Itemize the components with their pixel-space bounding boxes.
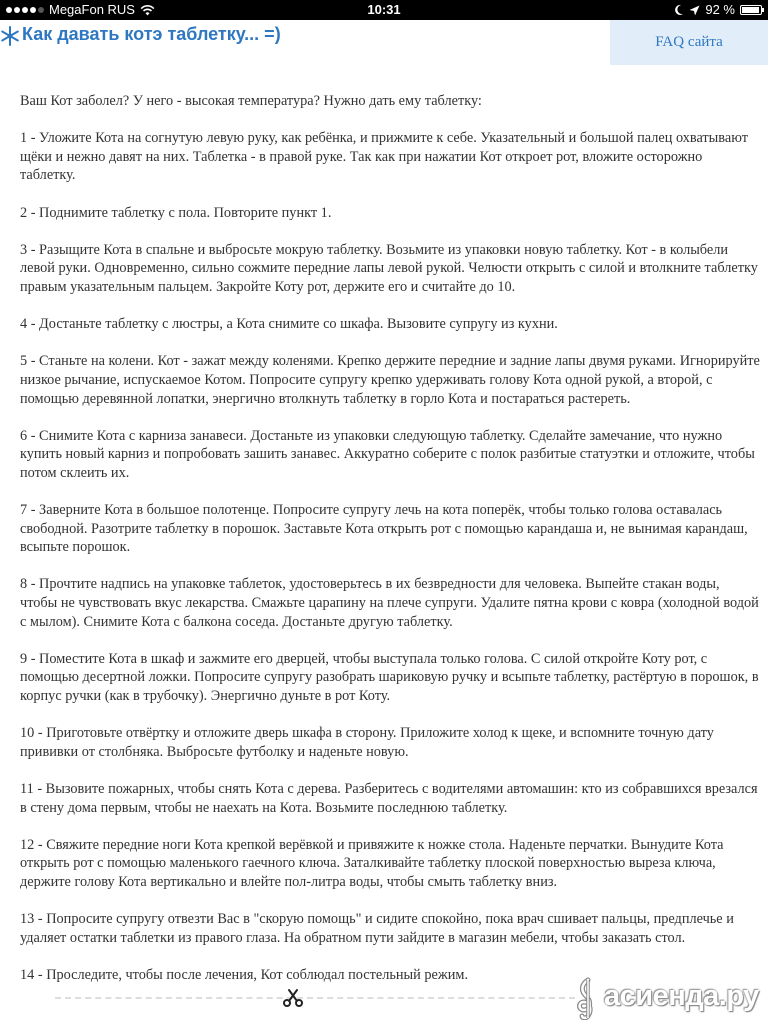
article-step: 1 - Уложите Кота на согнутую левую руку, как ребёнка, и прижмите к себе. Указательный и большой палец охватывают щёки и нежно давят на них. Таблетка - в правой руке. Так как при нажатии Кот откроет рот, вложите осторожно таблетку. (20, 130, 748, 184)
article-step: 14 - Проследите, чтобы после лечения, Кот соблюдал постельный режим. (20, 966, 469, 983)
battery-fill (742, 7, 759, 13)
treble-clef-icon (572, 976, 602, 1020)
status-bar (0, 0, 768, 20)
carrier-name: MegaFon RUS (49, 2, 135, 17)
article-step: 6 - Снимите Кота с карниза занавеси. Достаньте из упаковки следующую таблетку. Сделайте замечание, что нужно купить новый карниз и попробовать зашить занавес. Аккуратно соберите с полок разбитые статуэтки и отложите, чтобы потом склеить их. (20, 427, 755, 481)
battery-percent: 92 % (705, 2, 735, 17)
article-step: 13 - Попросите супругу отвезти Вас в "скорую помощь" и сидите спокойно, пока врач сшивает пальцы, предплечье и удаляет остатки таблетки из правого глаза. На обратном пути зайдите в магазин мебели, чтобы заказать стол. (20, 911, 734, 946)
watermark-text: асиенда.ру (604, 980, 759, 1012)
watermark (572, 976, 762, 1020)
article-step: 12 - Свяжите передние ноги Кота крепкой верёвкой и привяжите к ножке стола. Наденьте перчатки. Вынудите Кота открыть рот с помощью маленького гаечного ключа. Заталкивайте таблетку плоской поверхностью выреза ключа, держите голову Кота вертикально и влейте пол-литра воды, чтобы смыть таблетку вниз. (20, 836, 724, 890)
article-step: 2 - Поднимите таблетку с пола. Повторите пункт 1. (20, 204, 332, 221)
page-title: Как давать котэ таблетку... =) (22, 24, 281, 44)
page-header (0, 20, 768, 66)
location-arrow-icon (689, 5, 700, 16)
article-step: 9 - Поместите Кота в шкаф и зажмите его дверцей, чтобы выступала только голова. С силой откройте Коту рот, с помощью десертной ложки. Попросите супругу разобрать шариковую ручку и всыпьте таблетку, растёртую в порошок, в корпус ручки (как в трубочку). Энергично дуньте в рот Коту. (20, 650, 759, 704)
article-step: 8 - Прочтите надпись на упаковке таблеток, удостоверьтесь в их безвредности для человека. Выпейте стакан воды, чтобы не чувствовать вкус лекарства. Смажьте царапину на плече супруги. Удалите пятна крови с ковра (холодной водой с мылом). Снимите Кота с балкона соседа. Достаньте другую таблетку. (20, 576, 759, 630)
status-right (674, 0, 762, 20)
battery-icon (740, 5, 762, 15)
article-step: 4 - Достаньте таблетку с люстры, а Кота снимите со шкафа. Вызовите супругу из кухни. (20, 316, 558, 333)
snowflake-icon (0, 26, 20, 46)
footer-divider (55, 997, 575, 999)
article-step: 11 - Вызовите пожарных, чтобы снять Кота с дерева. Разберитесь с водителями автомашин: кто из собравшихся врезался в стену дома первым, чтобы не наехать на Кота. Возьмите последнюю таблетку. (20, 780, 758, 816)
article-step: 5 - Станьте на колени. Кот - зажат между коленями. Крепко держите передние и задние лапы двумя руками. Игнорируйте низкое рычание, испускаемое Котом. Попросите супругу крепко удерживать голову Кота одной рукой, а второй, с помощью деревянной лопатки, энергично втолкнуть таблетку в горло Кота и постараться растереть. (20, 353, 760, 407)
article-body (20, 92, 760, 1003)
article-step: 7 - Заверните Кота в большое полотенце. Попросите супругу лечь на кота поперёк, чтобы только голова оставалась свободной. Разотрите таблетку в порошок. Заставьте Кота открыть рот с помощью карандаша и, не вынимая карандаш, всыпьте порошок. (20, 502, 748, 556)
faq-button[interactable]: FAQ сайта (610, 20, 768, 65)
article-intro: Ваш Кот заболел? У него - высокая температура? Нужно дать ему таблетку: (20, 93, 482, 109)
scissors-icon (282, 987, 304, 1009)
article-step: 3 - Разыщите Кота в спальне и выбросьте мокрую таблетку. Возьмите из упаковки новую таблетку. Кот - в колыбели левой руки. Одновременно, сильно сожмите передние лапы левой рукой. Челюсти открыть с силой и втолкните таблетку правым указательным пальцем. Закройте Коту рот, держите его и считайте до 10. (20, 241, 758, 295)
moon-icon (674, 4, 684, 16)
status-time: 10:31 (367, 2, 401, 17)
article-step: 10 - Приготовьте отвёртку и отложите дверь шкафа в сторону. Приложите холод к щеке, и вспомните точную дату прививки от столбняка. Выбросьте футболку и наденьте новую. (20, 725, 714, 760)
